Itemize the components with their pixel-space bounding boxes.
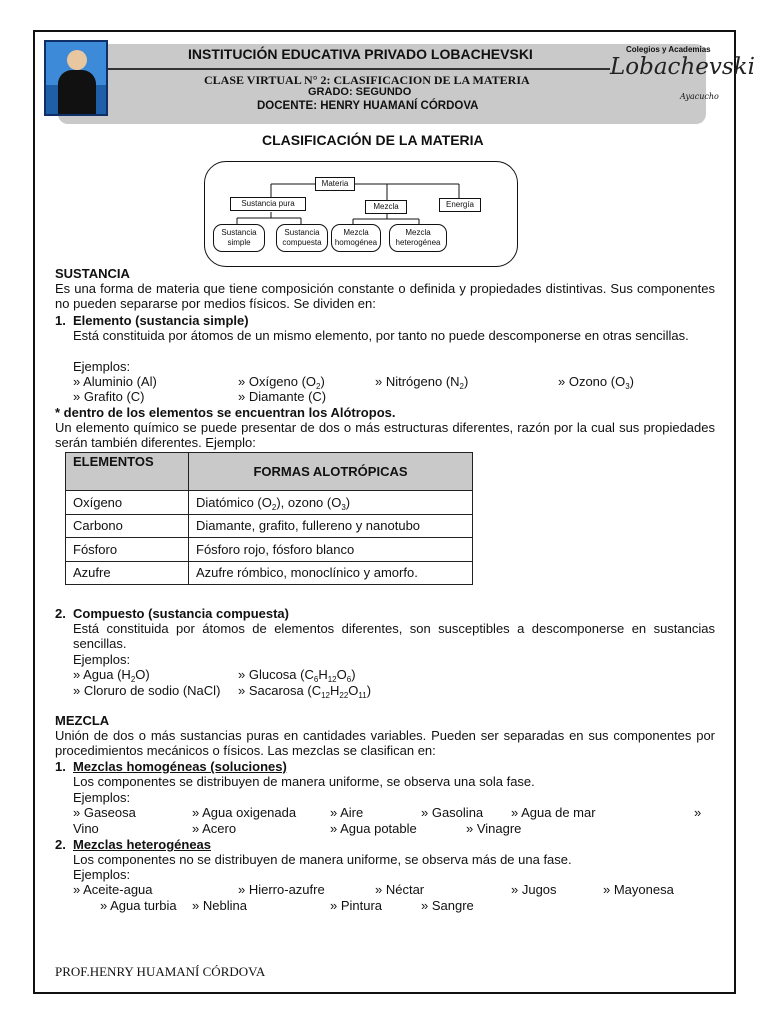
compuesto-desc: Está constituida por átomos de elementos diferentes, son susceptibles a descomponerse en sustancias sencillas. — [73, 621, 715, 652]
homogeneas-title: Mezclas homogéneas (soluciones) — [73, 759, 287, 774]
node-mezcla: Mezcla — [365, 200, 407, 214]
class-title: CLASE VIRTUAL N° 2: CLASIFICACION DE LA MATERIA — [204, 73, 530, 87]
alotropos-title: * dentro de los elementos se encuentran los Alótropos. — [55, 405, 396, 420]
table-row: Azufre Azufre rómbico, monoclínico y amorfo. — [66, 561, 473, 585]
footer-teacher: PROF.HENRY HUAMANÍ CÓRDOVA — [55, 964, 266, 979]
grade-label: GRADO: SEGUNDO — [308, 86, 412, 98]
list-item: » Neblina — [192, 898, 247, 913]
table-header-formas: FORMAS ALOTRÓPICAS — [189, 453, 473, 491]
list-item: » Aire — [330, 805, 364, 820]
heterogeneas-title: Mezclas heterogéneas — [73, 837, 212, 852]
list-item: » Hierro-azufre — [238, 882, 325, 897]
node-materia: Materia — [315, 177, 355, 191]
elemento-title: Elemento (sustancia simple) — [73, 313, 249, 328]
compuesto-title: Compuesto (sustancia compuesta) — [73, 606, 289, 621]
heterogeneas-ejemplos-label: Ejemplos: — [73, 867, 131, 882]
classification-diagram — [204, 161, 518, 267]
list-item: » Agua oxigenada — [192, 805, 297, 820]
example-grafito: » Grafito (C) — [73, 389, 145, 404]
elemento-ejemplos-label: Ejemplos: — [73, 359, 131, 374]
example-sacarosa: » Sacarosa $(C_{12}H_{22}O_{11})$ — [238, 683, 372, 700]
homogeneas-ejemplos-label: Ejemplos: — [73, 790, 131, 805]
institution-name: INSTITUCIÓN EDUCATIVA PRIVADO LOBACHEVSKI — [188, 46, 533, 62]
homogeneas-desc: Los componentes se distribuyen de manera uniforme, se observa una sola fase. — [73, 774, 535, 789]
list-item: » Agua potable — [330, 821, 417, 836]
teacher-label: DOCENTE: HENRY HUAMANÍ CÓRDOVA — [257, 100, 479, 112]
list-item: » Gasolina — [421, 805, 484, 820]
example-glucosa: » Glucosa $(C_6H_{12}O_6)$ — [238, 667, 356, 684]
list-item: » Gaseosa — [73, 805, 136, 820]
list-item: » — [694, 805, 702, 820]
elemento-desc: Está constituida por átomos de un mismo elemento, por tanto no puede descomponerse en otras sencillas. — [73, 328, 689, 343]
heterogeneas-desc: Los componentes no se distribuyen de manera uniforme, se observa más de una fase. — [73, 852, 572, 867]
allotropes-table — [65, 452, 473, 585]
mezcla-heading: MEZCLA — [55, 713, 110, 728]
school-portrait-logo — [44, 40, 108, 116]
elemento-number: 1. — [55, 313, 66, 328]
example-agua: » Agua $(H_2O)$ — [73, 667, 150, 684]
example-cloruro: » Cloruro de sodio (NaCl) — [73, 683, 221, 698]
header-divider — [105, 68, 610, 70]
list-item: » Agua turbia — [100, 898, 177, 913]
alotropos-desc: Un elemento químico se puede presentar de dos o más estructuras diferentes, razón por la cual sus propiedades serán también diferentes. Ejemplo: — [55, 420, 715, 451]
table-row: Carbono Diamante, grafito, fullereno y nanotubo — [66, 514, 473, 538]
list-item: » Néctar — [375, 882, 425, 897]
homogeneas-number: 1. — [55, 759, 66, 774]
node-mezcla-homogenea: Mezcla homogénea — [331, 224, 381, 252]
list-item: » Sangre — [421, 898, 474, 913]
table-row: Oxígeno Diatómico $(O_2)$, ozono $(O_3)$ — [66, 491, 473, 515]
list-item: » Pintura — [330, 898, 383, 913]
sustancia-intro: Es una forma de materia que tiene composición constante o definida y propiedades distintivas. Sus componentes no pueden separarse por medios físicos. Se dividen en: — [55, 281, 715, 312]
page-title: CLASIFICACIÓN DE LA MATERIA — [262, 132, 484, 148]
list-item: » Aceite-agua — [73, 882, 153, 897]
node-sustancia-compuesta: Sustancia compuesta — [276, 224, 328, 252]
list-item: » Jugos — [511, 882, 557, 897]
list-item: Vino — [73, 821, 99, 836]
example-ozono: » Ozono $(O_3)$ — [558, 374, 634, 391]
sustancia-heading: SUSTANCIA — [55, 266, 130, 281]
example-diamante: » Diamante (C) — [238, 389, 327, 404]
table-row: Fósforo Fósforo rojo, fósforo blanco — [66, 538, 473, 562]
example-oxigeno: » Oxígeno $(O_2)$ — [238, 374, 325, 391]
heterogeneas-number: 2. — [55, 837, 66, 852]
example-nitrogeno: » Nitrógeno $(N_2)$ — [375, 374, 469, 391]
node-sustancia-pura: Sustancia pura — [230, 197, 306, 211]
node-sustancia-simple: Sustancia simple — [213, 224, 265, 252]
node-energia: Energía — [439, 198, 481, 212]
compuesto-number: 2. — [55, 606, 66, 621]
compuesto-ejemplos-label: Ejemplos: — [73, 652, 131, 667]
table-header-elementos: ELEMENTOS — [66, 453, 189, 491]
example-aluminio: » Aluminio (Al) — [73, 374, 157, 389]
list-item: » Vinagre — [466, 821, 522, 836]
diagram-connectors — [205, 162, 519, 268]
list-item: » Agua de mar — [511, 805, 596, 820]
node-mezcla-heterogenea: Mezcla heterogénea — [389, 224, 447, 252]
list-item: » Mayonesa — [603, 882, 674, 897]
list-item: » Acero — [192, 821, 237, 836]
mezcla-intro: Unión de dos o más sustancias puras en cantidades variables. Pueden ser separadas en sus componentes por procedimientos mecánicos o físicos. Las mezclas se clasifican en: — [55, 728, 715, 759]
lobachevski-logo: Colegios y Academias Lobachevski Ayacucho — [610, 45, 755, 101]
